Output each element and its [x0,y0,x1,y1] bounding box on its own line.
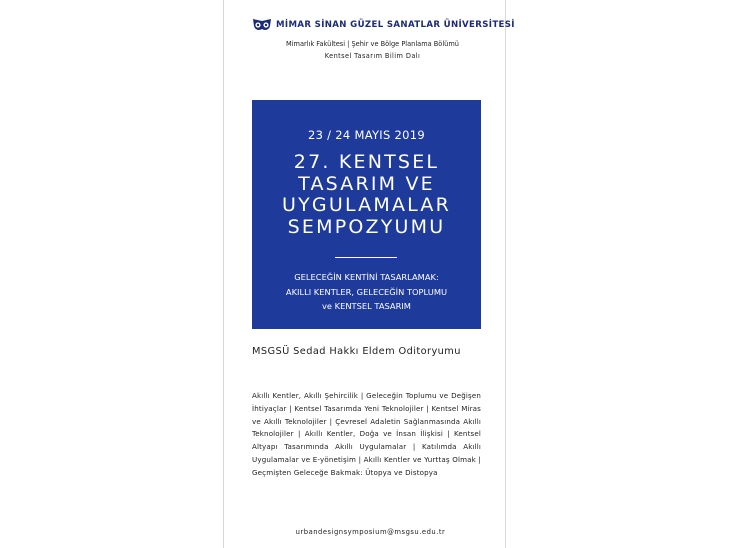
symposium-topics: Akıllı Kentler, Akıllı Şehircilik | Geleceğin Toplumu ve Değişen İhtiyaçlar | Kentsel Tasarımda Yeni Teknolojiler | Kentsel Miras ve Akıllı Teknolojiler | Çevresel Adaletin Sağlanmasında Akıllı Teknolojiler | Akıllı Kentler, Doğa ve İnsan İlişkisi | Kentsel Altyapı Tasarımında Akıllı Uygulamalar | Katılımda Akıllı Uygulamalar ve E-yönetişim | Akıllı Kentler ve Yurttaş Olmak | Geçmişten Geleceğe Bakmak: Ütopya ve Distopya [252,391,481,477]
owl-logo-icon [252,18,272,32]
event-subtitle-line: ve KENTSEL TASARIM [322,301,411,311]
venue-name: MSGSÜ Sedad Hakkı Eldem Oditoryumu [252,346,461,357]
event-subtitle-line: AKILLI KENTLER, GELECEĞİN TOPLUMU [285,286,448,297]
symposium-poster [223,0,515,548]
event-title-line: UYGULAMALAR [282,194,451,216]
event-title-line: SEMPOZYUMU [287,215,446,238]
event-subtitle [252,270,481,314]
event-subtitle-line: GELECEĞİN KENTİNİ TASARLAMAK: [294,272,439,282]
title-divider [335,257,397,258]
faculty-name: Mimarlık Fakültesi | Şehir ve Bölge Planlama Bölümü [286,40,459,48]
event-title-line: 27. KENTSEL [293,151,440,173]
department-name: Kentsel Tasarım Bilim Dalı [324,52,421,60]
event-title-box [252,100,481,329]
university-header [252,17,515,33]
university-name: MİMAR SİNAN GÜZEL SANATLAR ÜNİVERSİTESİ [276,20,515,30]
event-title-line: TASARIM VE [298,172,435,195]
contact-email-link[interactable]: urbandesignsymposium@msgsu.edu.tr [295,528,446,536]
event-title [252,152,481,238]
event-date: 23 / 24 MAYIS 2019 [307,128,426,142]
